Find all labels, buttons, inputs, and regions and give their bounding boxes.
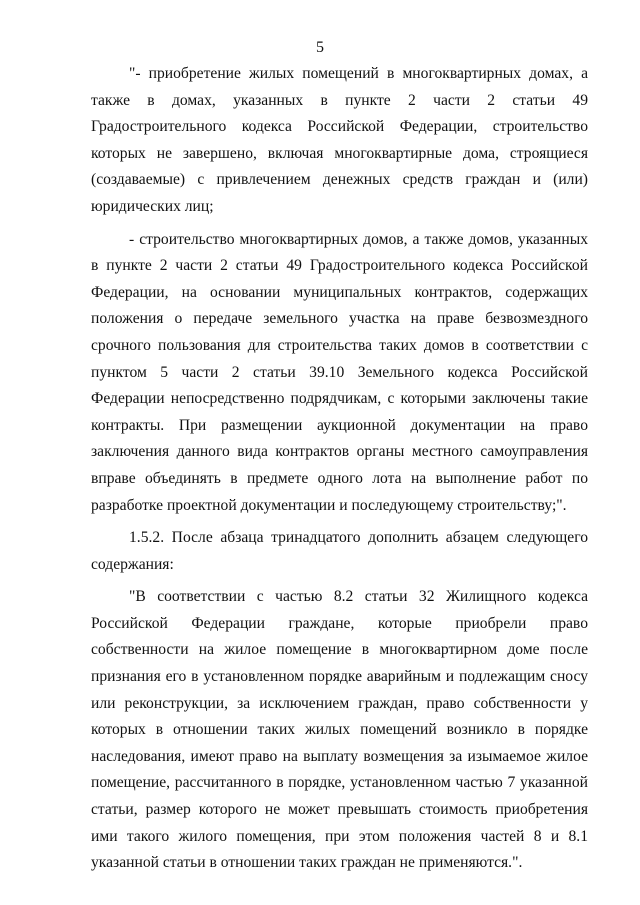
page-number: 5 xyxy=(316,39,324,56)
paragraph-construction-of-apartment-buildings: - строительство многоквартирных домов, а также домов, указанных в пункте 2 части 2 статьи 49 Градостроительного кодекса Российской Федерации, на основании муниципальных контрактов, содержащих положения о передаче земельного участка на праве безвозмездного срочного пользования для строительства таких домов в соответствии с пунктом 5 части 2 статьи 39.10 Земельного кодекса Российской Федерации непосредственно подрядчикам, с которыми заключены такие контракты. При размещении аукционной документации на право заключения данного вида контрактов органы местного самоуправления вправе объединять в предмете одного лота на выполнение работ по разработке проектной документации и последующему строительству;". xyxy=(91,230,588,514)
paragraph-compensation-rule: "В соответствии с частью 8.2 статьи 32 Жилищного кодекса Российской Федерации граждане, которые приобрели право собственности на жилое помещение в многоквартирном доме после признания его в установленном порядке аварийным и подлежащим сносу или реконструкции, за исключением граждан, право собственности у которых в отношении таких жилых помещений возникло в порядке наследования, имеют право на выплату возмещения за изымаемое жилое помещение, рассчитанного в порядке, установленном частью 7 указанной статьи, размер которого не может превышать стоимость приобретения ими такого жилого помещения, при этом положения частей 8 и 8.1 указанной статьи в отношении таких граждан не применяются.". xyxy=(91,588,588,872)
document-body xyxy=(91,61,588,877)
paragraph-acquisition-of-dwellings: "- приобретение жилых помещений в многоквартирных домах, а также в домах, указанных в пункте 2 части 2 статьи 49 Градостроительного кодекса Российской Федерации, строительство которых не завершено, включая многоквартирные дома, строящиеся (создаваемые) с привлечением денежных средств граждан и (или) юридических лиц; xyxy=(91,65,588,215)
paragraph-amendment-1-5-2: 1.5.2. После абзаца тринадцатого дополнить абзацем следующего содержания: xyxy=(91,529,588,573)
